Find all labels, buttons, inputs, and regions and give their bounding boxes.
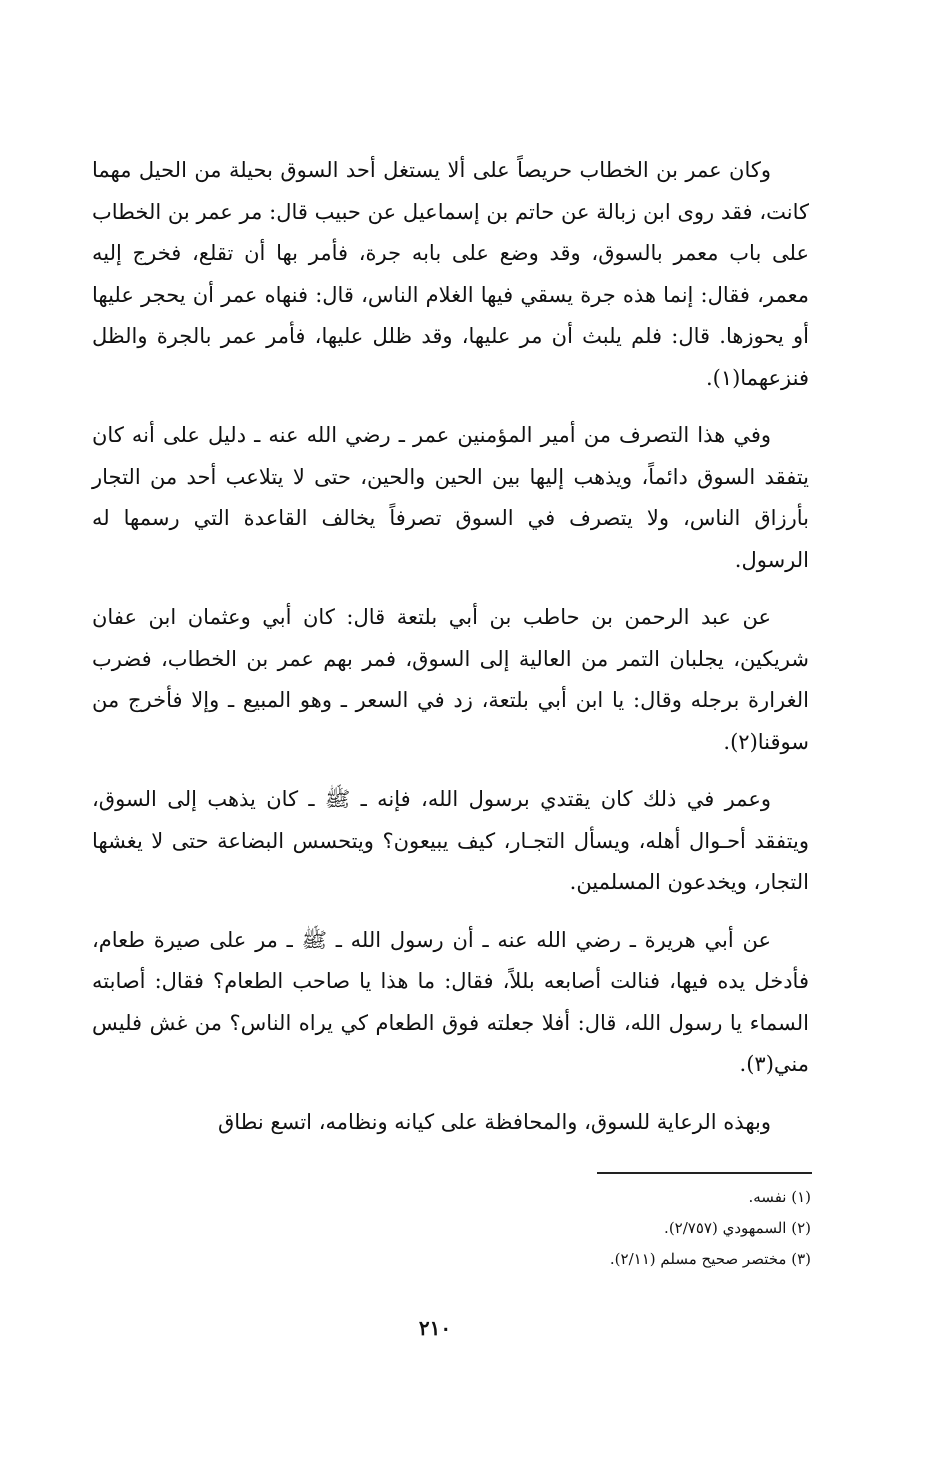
paragraph-1: وكان عمر بن الخطاب حريصاً على ألا يستغل أحد السوق بحيلة من الحيل مهما كانت، فقد روى ابن زبالة عن حاتم بن إسماعيل عن حبيب قال: مر عمر بن الخطاب على باب معمر بالسوق، وقد وضع على بابه جرة، فأمر بها أن تقلع، فخرج إليه معمر، فقال: إنما هذه جرة يسقي فيها الغلام الناس، قال: فنهاه عمر أن يحجر عليها أو يحوزها. قال: فلم يلبث أن مر عليها، وقد ظلل عليها، فأمر عمر بالجرة والظل فنزعهما(١). (92, 158, 809, 390)
paragraph-6: وبهذه الرعاية للسوق، والمحافظة على كيانه ونظامه، اتسع نطاق (217, 1109, 771, 1134)
footnote-1: (١) نفسه. (748, 1188, 811, 1206)
paragraph-3: عن عبد الرحمن بن حاطب بن أبي بلتعة قال: كان أبي وعثمان ابن عفان شريكين، يجلبان التمر من العالية إلى السوق، فمر بهم عمر بن الخطاب، فضرب الغرارة برجله وقال: يا ابن أبي بلتعة، زد في السعر ـ وهو المبيع ـ وإلا فأخرج من سوقنا(٢). (92, 605, 809, 754)
footnote-2: (٢) السمهودي (٢/٧٥٧). (664, 1219, 811, 1237)
paragraph-5: عن أبي هريرة ـ رضي الله عنه ـ أن رسول الله ـ ﷺ ـ مر على صيرة طعام، فأدخل يده فيها، فنالت أصابعه بللاً، فقال: ما هذا يا صاحب الطعام؟ فقال: أصابته السماء يا رسول الله، قال: أفلا جعلته فوق الطعام كي يراه الناس؟ من غش فليس مني(٣). (92, 927, 809, 1076)
footnotes (411, 1182, 811, 1275)
footnote-divider (597, 1172, 812, 1174)
page-number: ٢١٠ (418, 1316, 452, 1340)
page-body (92, 150, 809, 1159)
paragraph-4: وعمر في ذلك كان يقتدي برسول الله، فإنه ـ ﷺ ـ كان يذهب إلى السوق، ويتفقد أحـوال أهله، ويسأل التجـار، كيف يبيعون؟ ويتحسس البضاعة حتى لا يغشها التجار، ويخدعون المسلمين. (92, 787, 809, 894)
paragraph-2: وفي هذا التصرف من أمير المؤمنين عمر ـ رضي الله عنه ـ دليل على أنه كان يتفقد السوق دائماً، ويذهب إليها بين الحين والحين، حتى لا يتلاعب أحد من التجار بأرزاق الناس، ولا يتصرف في السوق تصرفاً يخالف القاعدة التي رسمها له الرسول. (92, 423, 809, 572)
footnote-3: (٣) مختصر صحيح مسلم (٢/١١). (609, 1250, 811, 1268)
